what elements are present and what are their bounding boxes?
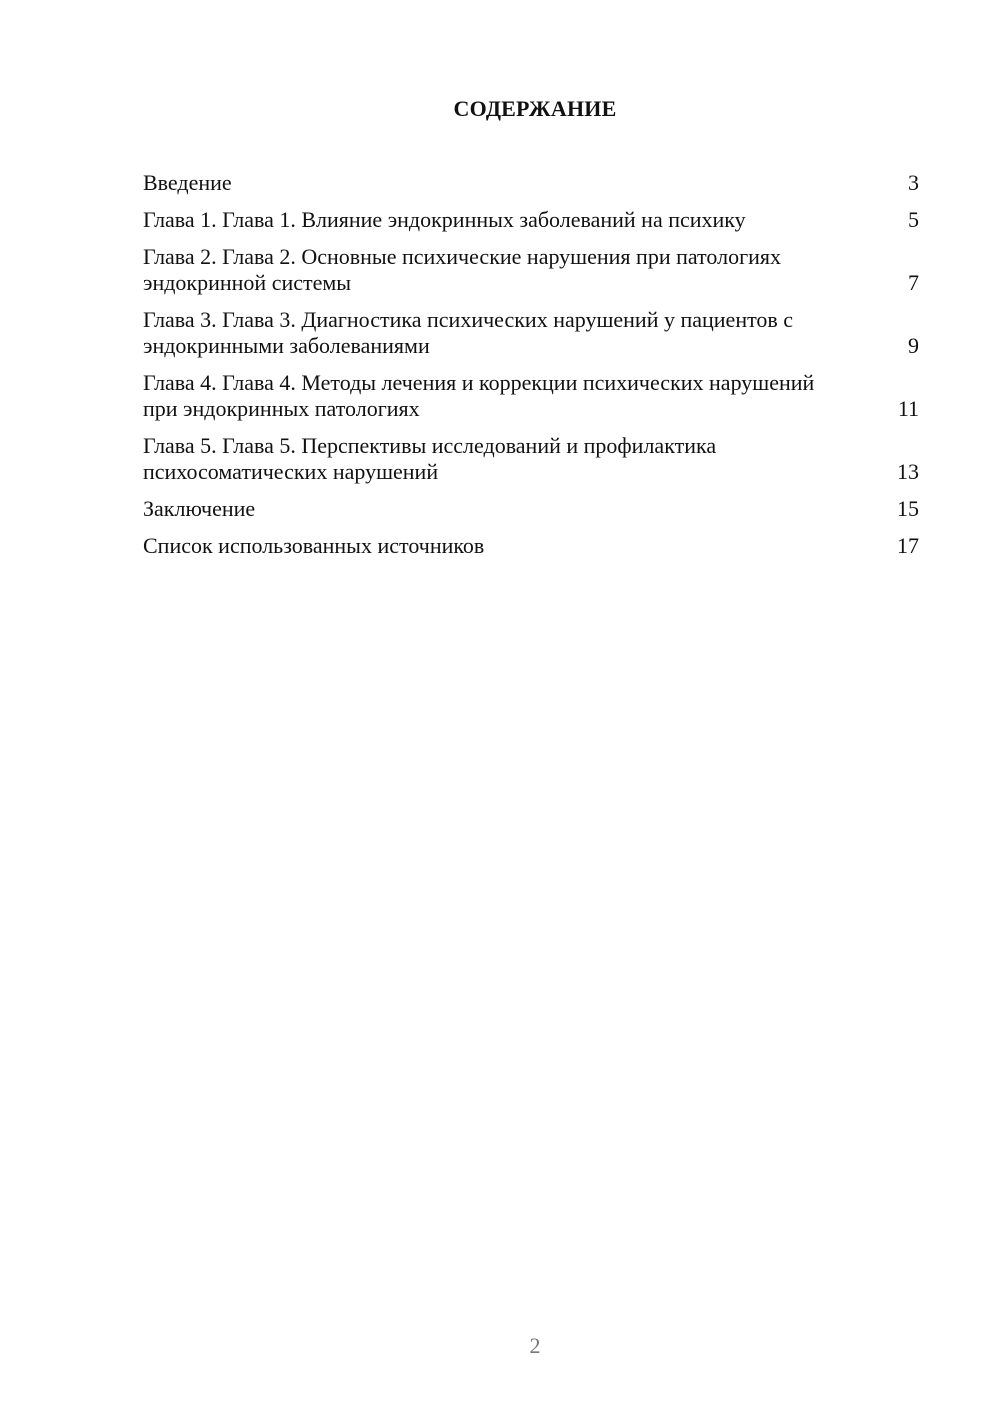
toc-entry-text: Заключение <box>143 496 256 521</box>
table-of-contents <box>143 170 919 570</box>
toc-entry-text: Глава 1. Глава 1. Влияние эндокринных заболеваний на психику <box>143 207 746 232</box>
toc-entry-chapter-1 <box>143 207 919 233</box>
toc-entry-chapter-4 <box>143 370 919 422</box>
toc-entry-chapter-2 <box>143 244 919 296</box>
toc-entry-chapter-5 <box>143 433 919 485</box>
toc-entry-page: 11 <box>897 396 919 421</box>
toc-entry-page: 9 <box>908 333 919 358</box>
toc-entry-text: Список использованных источников <box>143 533 485 558</box>
toc-entry-chapter-3 <box>143 307 919 359</box>
toc-entry-introduction <box>143 170 919 196</box>
toc-entry-text: Введение <box>143 170 232 195</box>
toc-entry-page: 5 <box>908 207 919 232</box>
toc-entry-text: Глава 5. Глава 5. Перспективы исследований и профилактика психосоматических нарушений <box>143 433 717 484</box>
toc-entry-page: 7 <box>908 270 919 295</box>
toc-entry-text: Глава 2. Глава 2. Основные психические нарушения при патологиях эндокринной системы <box>143 244 781 295</box>
toc-entry-references <box>143 533 919 559</box>
toc-entry-text: Глава 3. Глава 3. Диагностика психических нарушений у пациентов с эндокринными заболеваниями <box>143 307 794 358</box>
toc-entry-page: 13 <box>897 459 919 484</box>
toc-entry-conclusion <box>143 496 919 522</box>
toc-entry-page: 3 <box>908 170 919 195</box>
toc-entry-text: Глава 4. Глава 4. Методы лечения и коррекции психических нарушений при эндокринных патологиях <box>143 370 815 421</box>
toc-entry-page: 17 <box>897 533 919 558</box>
toc-entry-page: 15 <box>897 496 919 521</box>
page-number: 2 <box>529 1333 541 1358</box>
page-title: СОДЕРЖАНИЕ <box>453 96 617 121</box>
